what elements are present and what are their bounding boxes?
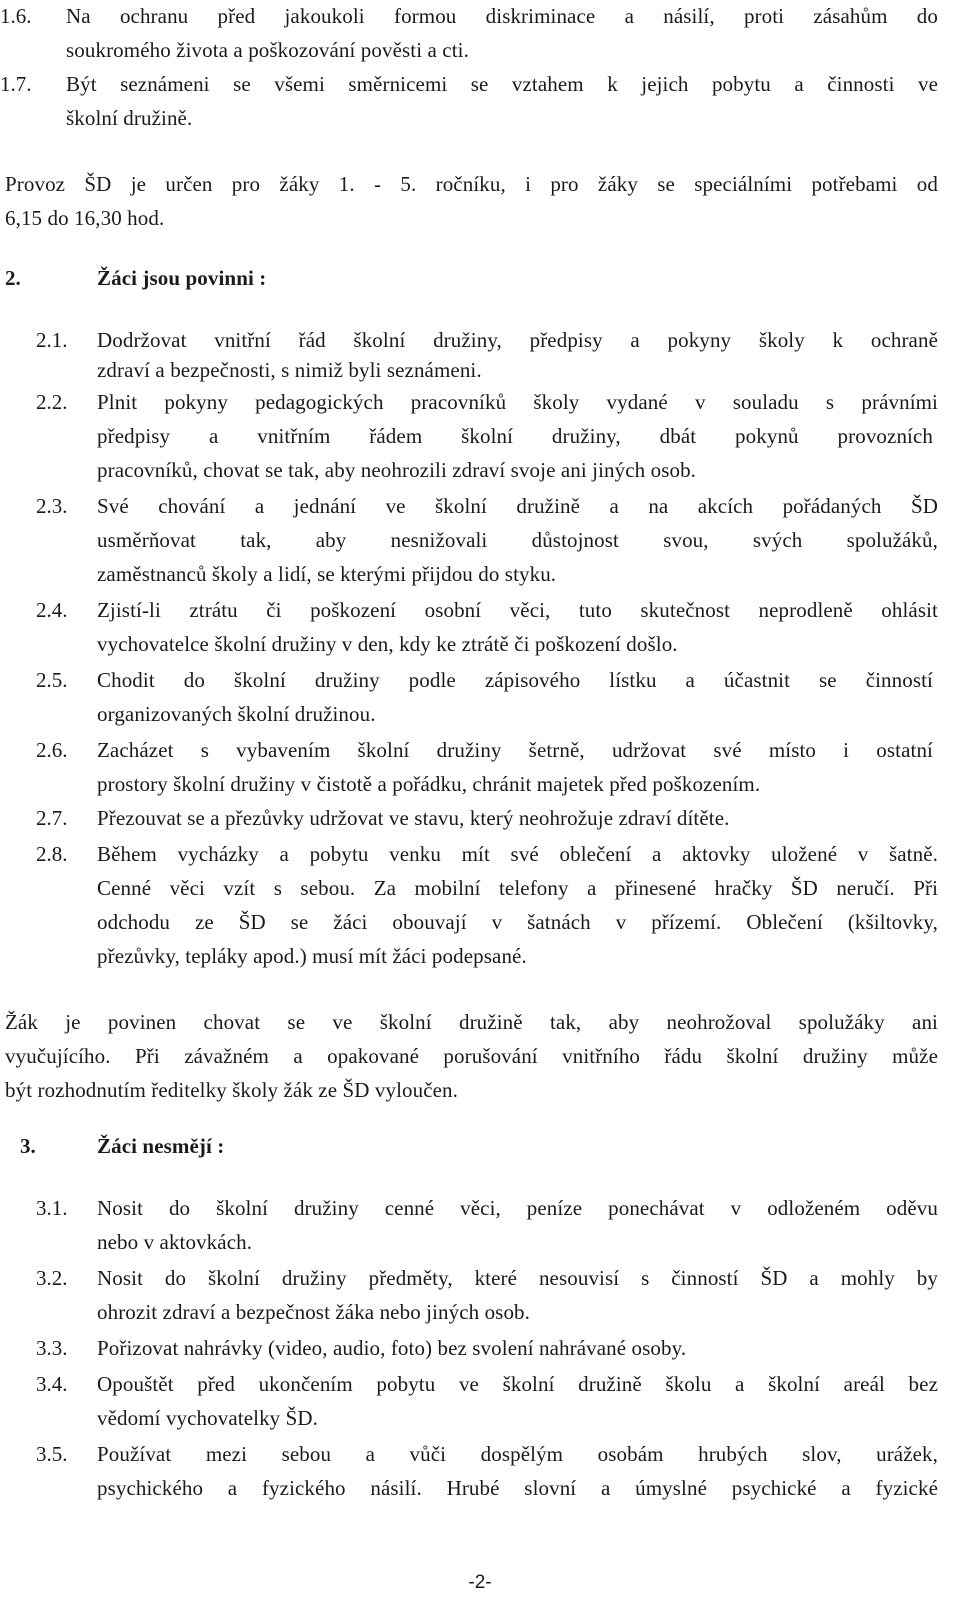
item-text: Zacházet s vybavením školní družiny šetrně, udržovat své místo i ostatní	[97, 738, 933, 762]
paragraph-line: 6,15 do 16,30 hod.	[5, 206, 165, 230]
item-number: 2.4.	[36, 598, 68, 622]
item-text: zdraví a bezpečnosti, s nimiž byli seznámeni.	[97, 358, 482, 382]
item-text: organizovaných školní družinou.	[97, 702, 376, 726]
item-text: usměrňovat tak, aby nesnižovali důstojnost svou, svých spolužáků,	[97, 528, 938, 552]
item-text: zaměstnanců školy a lidí, se kterými přijdou do styku.	[97, 562, 557, 586]
item-text: nebo v aktovkách.	[97, 1230, 253, 1254]
item-number: 3.4.	[36, 1372, 68, 1396]
item-text: prostory školní družiny v čistotě a pořádku, chránit majetek před poškozením.	[97, 772, 761, 796]
item-number: 1.7.	[0, 72, 32, 96]
item-number: 3.3.	[36, 1336, 68, 1360]
section-number: 2.	[5, 266, 21, 290]
item-number: 2.5.	[36, 668, 68, 692]
item-number: 2.8.	[36, 842, 68, 866]
paragraph-line: Provoz ŠD je určen pro žáky 1. - 5. ročníku, i pro žáky se speciálními potřebami od	[5, 172, 938, 196]
item-text: Být seznámeni se všemi směrnicemi se vztahem k jejich pobytu a činnosti ve	[66, 72, 938, 96]
item-text: ohrozit zdraví a bezpečnost žáka nebo jiných osob.	[97, 1300, 531, 1324]
item-text: soukromého života a poškozování pověsti a cti.	[66, 38, 469, 62]
section-number: 3.	[20, 1134, 36, 1158]
item-text: přezůvky, tepláky apod.) musí mít žáci podepsané.	[97, 944, 527, 968]
item-text: vychovatelce školní družiny v den, kdy ke ztrátě či poškození došlo.	[97, 632, 678, 656]
page-number: -2-	[468, 1572, 492, 1593]
item-text: Nosit do školní družiny cenné věci, peníze ponechávat v odloženém oděvu	[97, 1196, 938, 1220]
item-text: předpisy a vnitřním řádem školní družiny, dbát pokynů provozních	[97, 424, 933, 448]
item-text: Opouštět před ukončením pobytu ve školní družině školu a školní areál bez	[97, 1372, 938, 1396]
item-number: 2.3.	[36, 494, 68, 518]
item-text: Používat mezi sebou a vůči dospělým osobám hrubých slov, urážek,	[97, 1442, 938, 1466]
item-text: Cenné věci vzít s sebou. Za mobilní telefony a přinesené hračky ŠD neručí. Při	[97, 876, 938, 900]
item-text: odchodu ze ŠD se žáci obouvají v šatnách v přízemí. Oblečení (kšiltovky,	[97, 910, 938, 934]
item-text: Své chování a jednání ve školní družině a na akcích pořádaných ŠD	[97, 494, 938, 518]
paragraph-line: vyučujícího. Při závažném a opakované porušování vnitřního řádu školní družiny může	[5, 1044, 938, 1068]
item-text: Dodržovat vnitřní řád školní družiny, předpisy a pokyny školy k ochraně	[97, 328, 938, 352]
paragraph-line: Žák je povinen chovat se ve školní družině tak, aby neohrožoval spolužáky ani	[5, 1010, 938, 1034]
section-heading: Žáci jsou povinni :	[97, 266, 267, 290]
item-text: vědomí vychovatelky ŠD.	[97, 1406, 319, 1430]
item-text: Během vycházky a pobytu venku mít své oblečení a aktovky uložené v šatně.	[97, 842, 938, 866]
item-text: školní družině.	[66, 106, 193, 130]
item-text: Zjistí-li ztrátu či poškození osobní věci, tuto skutečnost neprodleně ohlásit	[97, 598, 938, 622]
item-number: 2.6.	[36, 738, 68, 762]
item-number: 3.5.	[36, 1442, 68, 1466]
section-heading: Žáci nesmějí :	[97, 1134, 225, 1158]
paragraph-line: být rozhodnutím ředitelky školy žák ze ŠD vyloučen.	[5, 1078, 459, 1102]
item-text: psychického a fyzického násilí. Hrubé slovní a úmyslné psychické a fyzické	[97, 1476, 938, 1500]
item-text: Na ochranu před jakoukoli formou diskriminace a násilí, proti zásahům do	[66, 4, 938, 28]
item-number: 3.2.	[36, 1266, 68, 1290]
item-text: pracovníků, chovat se tak, aby neohrozili zdraví svoje ani jiných osob.	[97, 458, 697, 482]
item-text: Nosit do školní družiny předměty, které nesouvisí s činností ŠD a mohly by	[97, 1266, 938, 1290]
item-text: Pořizovat nahrávky (video, audio, foto) bez svolení nahrávané osoby.	[97, 1336, 687, 1360]
item-text: Plnit pokyny pedagogických pracovníků školy vydané v souladu s právními	[97, 390, 938, 414]
item-text: Přezouvat se a přezůvky udržovat ve stavu, který neohrožuje zdraví dítěte.	[97, 806, 730, 830]
item-number: 1.6.	[0, 4, 32, 28]
item-number: 2.1.	[36, 328, 68, 352]
item-number: 3.1.	[36, 1196, 68, 1220]
item-text: Chodit do školní družiny podle zápisového lístku a účastnit se činností	[97, 668, 933, 692]
item-number: 2.2.	[36, 390, 68, 414]
item-number: 2.7.	[36, 806, 68, 830]
